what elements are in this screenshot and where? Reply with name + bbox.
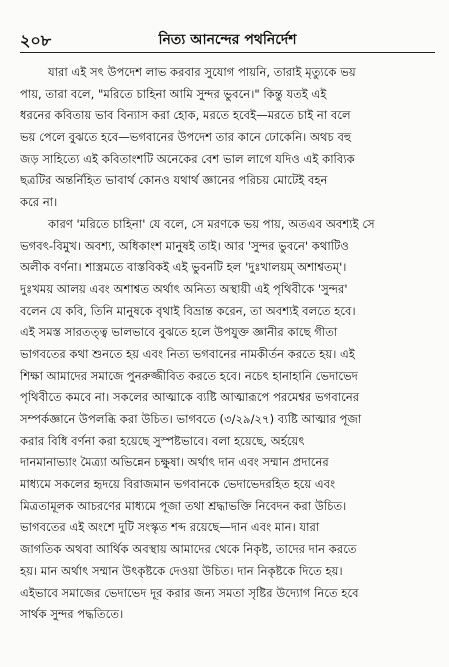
text-line: মিত্রতামূলক আচরণের মাধ্যমে পূজা তথা শ্রদ্ধাভক্তি নিবেদন করা উচিত।: [20, 498, 347, 513]
text-line: যারা এই সৎ উপদেশ লাভ করবার সুযোগ পায়নি, তারাই মৃত্যুকে ভয়: [48, 65, 356, 79]
text-line: কারণ 'মরিতে চাহিনা' যে বলে, সে মরণকে ভয় পায়, অতএব অবশ্যই সে: [48, 216, 375, 231]
text-line: ধরনের কবিতায় ভাব বিন্যাস করা হোক, মরতে হবেই—মরতে চাই না বলে: [20, 108, 351, 123]
page-number: ২০৮: [20, 31, 52, 50]
text-line: এইভাবে সমাজের ভেদাভেদ দূর করার জন্য সমতা সৃষ্টির উদ্যোগ নিতে হবে: [20, 585, 359, 600]
text-line: ভগবৎ-বিমুখ। অবশ্য, অধিকাংশ মানুষই তাই। আর 'সুন্দর ভুবনে' কথাটিও: [20, 238, 349, 253]
text-line: সম্পর্কজ্ঞানে উপলব্ধি করা উচিত। ভাগবতে (৩/২৯/২৭) ব্যষ্টি আত্মার পূজা: [20, 412, 362, 426]
text-line: ভাগবতের কথা শুনতে হয় এবং নিত্য ভগবানের নামকীর্তন করতে হয়। এই: [20, 346, 355, 361]
text-line: করে না।: [20, 195, 58, 210]
text-line: অলীক বর্ণনা। শাস্ত্রমতে বাস্তবিকই এই ভুবনটি হল 'দুঃখালয়ম্ অশাশ্বতম্'।: [20, 260, 347, 275]
header-rule: [20, 52, 435, 53]
text-line: দুঃখময় আলয় এবং অশাশ্বত অর্থাৎ অনিত্য অস্থায়ী এই পৃথিবীকে 'সুন্দর': [20, 281, 348, 296]
text-line: বলেন যে কবি, তিনি মানুষকে বৃথাই বিভ্রান্ত করেন, তা অবশ্যই বলতে হবে।: [20, 303, 356, 318]
paragraph-1: [20, 62, 435, 214]
paragraph-3: [20, 517, 435, 625]
text-line: জড় সাহিত্যে এই কবিতাংশটি অনেকের বেশ ভাল লাগে যদিও এই কাব্যিক: [20, 151, 355, 166]
page-header: [20, 28, 435, 50]
text-line: শিক্ষা আমাদের সমাজে পুনরুজ্জীবিত করতে হবে। নচেৎ হানাহানি ভেদাভেদ: [20, 368, 358, 383]
text-line: পায়, তারা বলে, "মরিতে চাহিনা আমি সুন্দর ভুবনে।" কিন্তু যতই এই: [20, 86, 327, 101]
paragraph-2: [20, 214, 435, 518]
text-line: মাধ্যমে সকলের হৃদয়ে বিরাজমান ভগবানকে ভেদাভেদরহিত হয়ে এবং: [20, 477, 336, 492]
text-line: ভাগবতের এই অংশে দুটি সংস্কৃত শব্দ রয়েছে—দান এবং মান। যারা: [20, 520, 320, 535]
body-text: [20, 62, 435, 626]
text-line: ভয় পেলে বুঝতে হবে—ভগবানের উপদেশ তার কানে ঢোকেনি। অথচ বহু: [20, 130, 352, 145]
text-line: এই সমস্ত সারতত্ত্ব ভালভাবে বুঝতে হলে উপযুক্ত জ্ঞানীর কাছে গীতা: [20, 325, 338, 340]
text-line: দানমানাভ্যাং মৈত্র্যা অভিন্নেন চক্ষুষা। অর্থাৎ দান এবং সম্মান প্রদানের: [20, 455, 329, 470]
text-line: জাগতিক অথবা আর্থিক অবস্থায় আমাদের থেকে নিকৃষ্ট, তাদের দান করতে: [20, 542, 357, 557]
text-line: হয়। মান অর্থাৎ সম্মান উৎকৃষ্টকে দেওয়া উচিত। দান নিকৃষ্টকে দিতে হয়।: [20, 563, 343, 578]
text-line: পৃথিবীতে কমবে না। সকলের আত্মাকে ব্যষ্টি আত্মারূপে পরমেশ্বর ভগবানের: [20, 390, 360, 405]
running-title: নিত্য আনন্দের পথনির্দেশ: [158, 32, 297, 48]
text-line: ছত্রটির অন্তর্নিহিত ভাবার্থ কোনও যথার্থ জ্ঞানের পরিচয় মোটেই বহন: [20, 173, 328, 188]
text-line: করার বিধি বর্ণনা করা হয়েছে সুস্পষ্টভাবে। বলা হয়েছে, অর্হয়েৎ: [20, 433, 305, 448]
text-line: সার্থক সুন্দর পদ্ধতিতে।: [20, 607, 124, 622]
